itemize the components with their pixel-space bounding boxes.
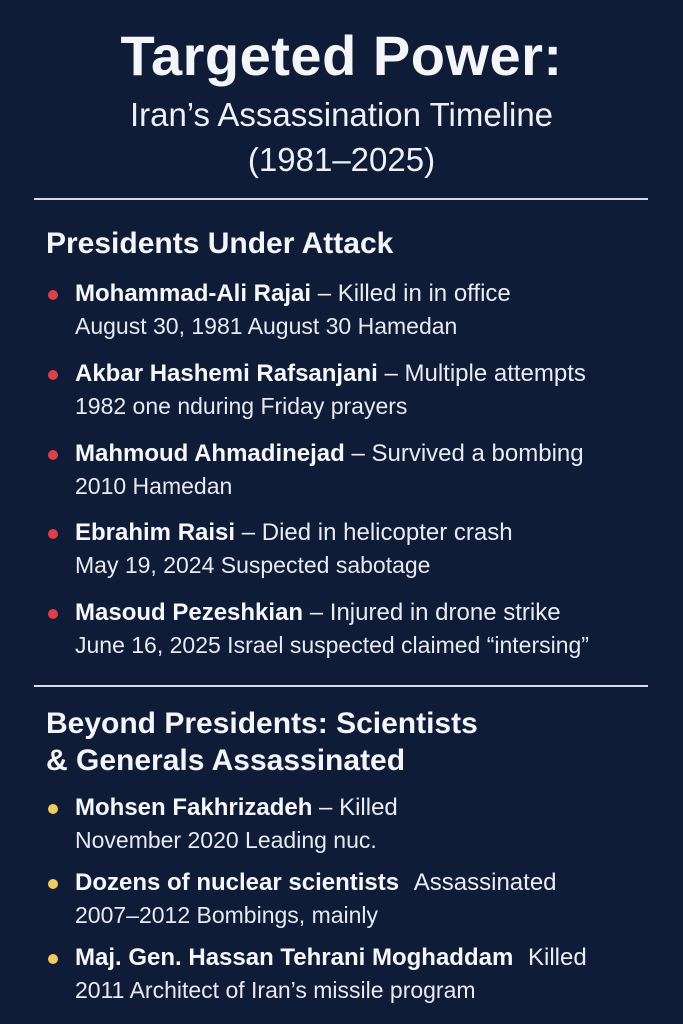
entry-separator: – xyxy=(351,440,365,467)
beyond-heading-line-1: Beyond Presidents: Scientists xyxy=(46,707,478,740)
figure-entry xyxy=(46,792,666,856)
entry-description: Killed xyxy=(339,794,398,821)
subtitle-line-2: (1981–2025) xyxy=(247,141,436,178)
entry-name: Dozens of nuclear scientists xyxy=(75,869,400,896)
entry-name: Akbar Hashemi Rafsanjani xyxy=(75,360,378,387)
entry-description: Survived a bombing xyxy=(371,440,584,467)
subtitle-line-1: Iran’s Assassination Timeline xyxy=(129,96,554,133)
entry-name: Masoud Pezeshkian xyxy=(75,599,304,626)
middle-divider xyxy=(34,685,648,687)
president-entry xyxy=(46,597,666,661)
yellow-bullet-icon xyxy=(48,804,58,814)
entry-detail: November 2020 Leading nuc. xyxy=(75,827,377,853)
beyond-heading xyxy=(46,705,478,779)
president-entry xyxy=(46,358,666,422)
figure-entry xyxy=(46,867,666,931)
entry-detail: May 19, 2024 Suspected sabotage xyxy=(75,552,431,578)
entry-separator: – xyxy=(241,519,256,546)
entry-detail: June 16, 2025 Israel suspected claimed “intersing” xyxy=(75,632,589,658)
entry-headline xyxy=(46,517,666,549)
entry-separator: – xyxy=(317,280,332,307)
entry-description: Multiple attempts xyxy=(404,360,586,387)
entry-headline xyxy=(46,438,666,470)
entry-description: Killed in in office xyxy=(337,280,511,307)
entry-separator: – xyxy=(384,360,398,387)
figure-entry xyxy=(46,942,666,1006)
page-subtitle xyxy=(0,92,683,182)
entry-detail: August 30, 1981 August 30 Hamedan xyxy=(75,313,458,339)
entry-headline xyxy=(46,792,666,824)
entry-detail: 2007–2012 Bombings, mainly xyxy=(75,902,379,928)
entry-headline xyxy=(46,867,666,899)
entry-headline xyxy=(46,942,666,974)
entry-name: Mohammad-Ali Rajai xyxy=(75,280,312,307)
yellow-bullet-icon xyxy=(48,954,58,964)
entry-name: Ebrahim Raisi xyxy=(75,519,236,546)
page-title: Targeted Power: xyxy=(120,24,563,87)
entry-description: Injured in drone strike xyxy=(329,599,561,626)
beyond-heading-line-2: & Generals Assassinated xyxy=(46,744,406,777)
red-bullet-icon xyxy=(48,609,58,619)
red-bullet-icon xyxy=(48,290,58,300)
entry-description: Died in helicopter crash xyxy=(261,519,513,546)
entry-name: Maj. Gen. Hassan Tehrani Moghaddam xyxy=(75,944,514,971)
red-bullet-icon xyxy=(48,370,58,380)
president-entry xyxy=(46,278,666,342)
entry-detail: 1982 one nduring Friday prayers xyxy=(75,393,408,419)
entry-headline xyxy=(46,597,666,629)
entry-headline xyxy=(46,358,666,390)
entry-description: Assassinated xyxy=(413,869,557,896)
top-divider xyxy=(34,198,648,200)
red-bullet-icon xyxy=(48,529,58,539)
president-entry xyxy=(46,438,666,502)
entry-separator: – xyxy=(319,794,333,821)
entry-description: Killed xyxy=(527,944,587,971)
president-entry xyxy=(46,517,666,581)
entry-headline xyxy=(46,278,666,310)
yellow-bullet-icon xyxy=(48,879,58,889)
presidents-heading: Presidents Under Attack xyxy=(46,227,394,260)
entry-separator: – xyxy=(309,599,324,626)
red-bullet-icon xyxy=(48,450,58,460)
entry-detail: 2011 Architect of Iran’s missile program xyxy=(75,977,476,1003)
entry-name: Mahmoud Ahmadinejad xyxy=(75,440,345,467)
entry-detail: 2010 Hamedan xyxy=(75,473,233,499)
entry-name: Mohsen Fakhrizadeh xyxy=(75,794,313,821)
